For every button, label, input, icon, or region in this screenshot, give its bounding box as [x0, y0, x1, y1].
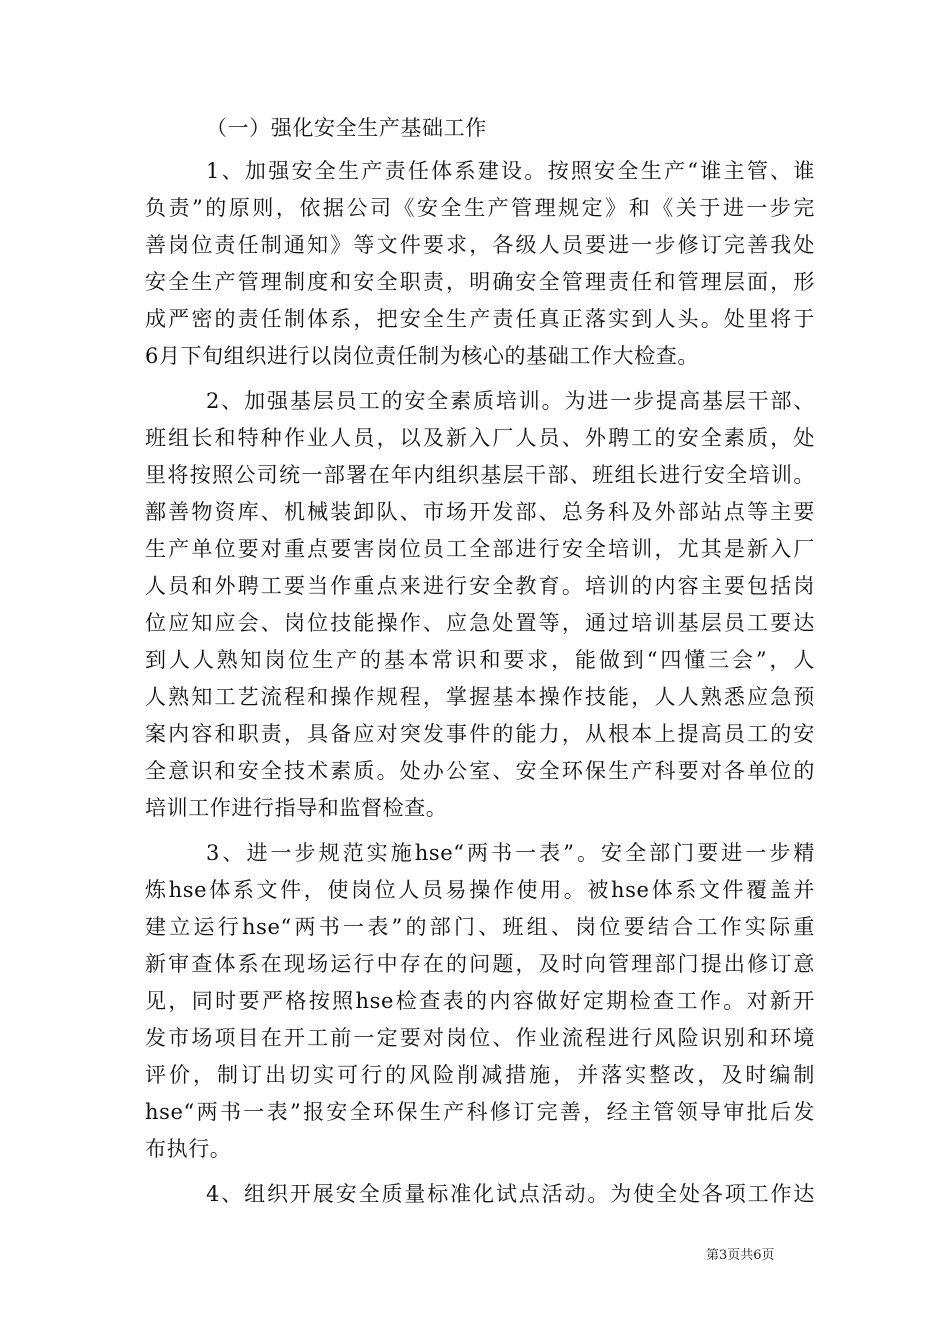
paragraph-line: 全意识和安全技术素质。处办公室、安全环保生产科要对各单位的 [145, 759, 815, 783]
paragraph-line: 案内容和职责，具备应对突发事件的能力，从根本上提高员工的安 [145, 722, 815, 746]
paragraph-line: 人熟知工艺流程和操作规程，掌握基本操作技能，人人熟悉应急预 [145, 685, 815, 709]
paragraph-line: 培训工作进行指导和监督检查。 [145, 796, 448, 820]
paragraph-line: 鄯善物资库、机械装卸队、市场开发部、总务科及外部站点等主要 [145, 500, 815, 524]
section-heading: （一）强化安全生产基础工作 [206, 116, 487, 140]
paragraph-line: 发市场项目在开工前一定要对岗位、作业流程进行风险识别和环境 [145, 1026, 815, 1050]
paragraph-line: 评价，制订出切实可行的风险削减措施，并落实整改，及时编制 [145, 1063, 815, 1087]
paragraph-line: 生产单位要对重点要害岗位员工全部进行安全培训，尤其是新入厂 [145, 537, 815, 561]
paragraph-line: 班组长和特种作业人员，以及新入厂人员、外聘工的安全素质，处 [145, 426, 815, 450]
paragraph-line: 见，同时要严格按照hse检查表的内容做好定期检查工作。对新开 [145, 989, 815, 1013]
paragraph-line: 到人人熟知岗位生产的基本常识和要求，能做到“四懂三会”，人 [145, 648, 815, 672]
paragraph-line: 炼hse体系文件，使岗位人员易操作使用。被hse体系文件覆盖并 [145, 878, 815, 902]
paragraph-line: 位应知应会、岗位技能操作、应急处置等，通过培训基层员工要达 [145, 611, 815, 635]
paragraph-line: 6月下旬组织进行以岗位责任制为核心的基础工作大检查。 [145, 344, 699, 368]
paragraph-line: 4、组织开展安全质量标准化试点活动。为使全处各项工作达 [206, 1182, 815, 1206]
paragraph-line: 2、加强基层员工的安全素质培训。为进一步提高基层干部、 [206, 389, 815, 413]
page-number: 第3页共6页 [706, 1248, 775, 1263]
paragraph-line: 布执行。 [145, 1137, 232, 1161]
paragraph-line: 负责”的原则，依据公司《安全生产管理规定》和《关于进一步完 [145, 196, 815, 220]
paragraph-line: 新审查体系在现场运行中存在的问题，及时向管理部门提出修订意 [145, 952, 815, 976]
paragraph-line: 成严密的责任制体系，把安全生产责任真正落实到人头。处里将于 [145, 307, 815, 331]
paragraph-line: 善岗位责任制通知》等文件要求，各级人员要进一步修订完善我处 [145, 233, 815, 257]
paragraph-line: 里将按照公司统一部署在年内组织基层干部、班组长进行安全培训。 [145, 463, 815, 487]
paragraph-line: 3、进一步规范实施hse“两书一表”。安全部门要进一步精 [206, 841, 815, 865]
paragraph-line: 人员和外聘工要当作重点来进行安全教育。培训的内容主要包括岗 [145, 574, 815, 598]
paragraph-line: 1、加强安全生产责任体系建设。按照安全生产“谁主管、谁 [206, 159, 815, 183]
paragraph-line: 建立运行hse“两书一表”的部门、班组、岗位要结合工作实际重 [145, 915, 815, 939]
paragraph-line: 安全生产管理制度和安全职责，明确安全管理责任和管理层面，形 [145, 270, 815, 294]
paragraph-line: hse“两书一表”报安全环保生产科修订完善，经主管领导审批后发 [145, 1100, 815, 1124]
